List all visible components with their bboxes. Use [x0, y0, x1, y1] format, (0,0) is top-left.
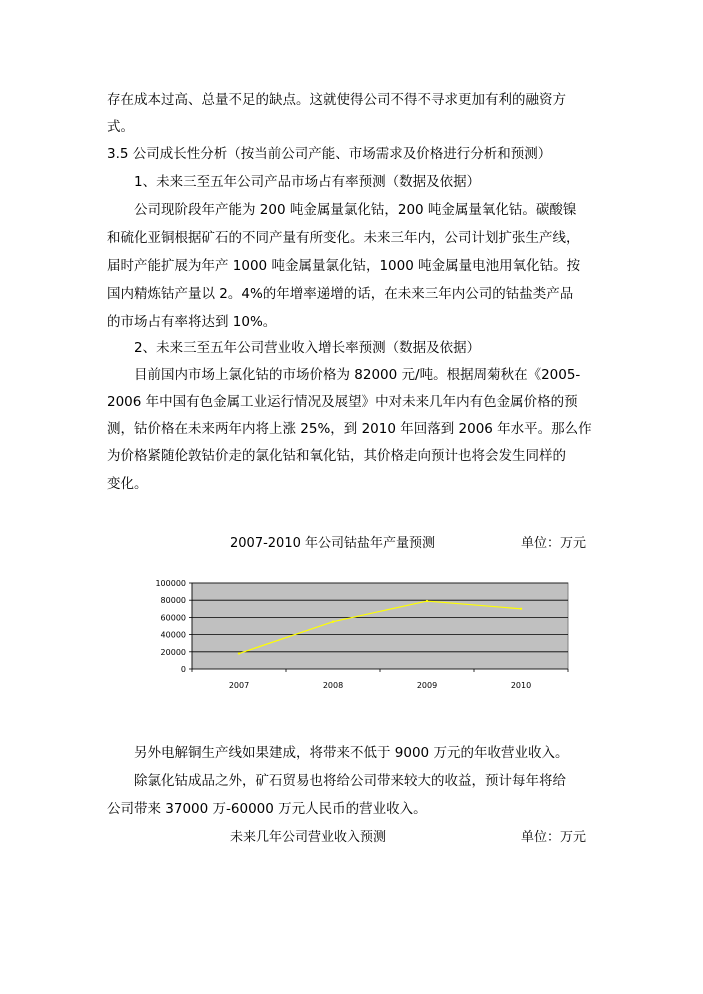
text-line: 变化。 [107, 476, 148, 492]
text-line: 除氯化钴成品之外，矿石贸易也将给公司带来较大的收益，预计每年将给 [134, 773, 566, 789]
text-line: 公司现阶段年产能为 200 吨金属量氯化钴，200 吨金属量氧化钴。碳酸镍 [134, 202, 577, 218]
chart-unit: 单位：万元 [521, 536, 587, 551]
plot-area [192, 583, 568, 669]
data-point [332, 621, 334, 623]
y-tick-label: 20000 [160, 647, 186, 657]
y-tick-label: 0 [180, 665, 186, 674]
text-line: 测，钴价格在未来两年内将上涨 25%，到 2010 年回落到 2006 年水平。那么作 [107, 421, 592, 437]
y-tick-label: 60000 [160, 613, 186, 623]
text-line: 和硫化亚铜根据矿石的不同产量有所变化。未来三年内，公司计划扩张生产线， [107, 230, 580, 246]
chart-title: 未来几年公司营业收入预测 [230, 830, 387, 845]
subsection-heading: 1、未来三至五年公司产品市场占有率预测（数据及依据） [134, 174, 481, 190]
chart-title: 2007-2010 年公司钴盐年产量预测 [230, 536, 435, 551]
y-tick-label: 40000 [160, 630, 186, 640]
y-tick-label: 100000 [155, 579, 186, 588]
text-line: 式。 [107, 119, 134, 135]
data-point [520, 608, 522, 610]
data-point [426, 600, 428, 602]
text-line: 另外电解铜生产线如果建成，将带来不低于 9000 万元的年收营业收入。 [134, 745, 569, 761]
y-tick-label: 80000 [160, 596, 186, 606]
text-line: 为价格紧随伦敦钴价走的氯化钴和氧化钴，其价格走向预计也将会发生同样的 [107, 448, 566, 464]
section-heading: 3.5 公司成长性分析（按当前公司产能、市场需求及价格进行分析和预测） [107, 146, 552, 162]
x-tick-label: 2008 [322, 681, 344, 690]
text-line: 目前国内市场上氯化钴的市场价格为 82000 元/吨。根据周菊秋在《2005- [134, 367, 581, 383]
text-line: 公司带来 37000 万-60000 万元人民币的营业收入。 [107, 801, 427, 817]
x-tick-label: 2010 [510, 681, 532, 690]
x-tick-label: 2009 [416, 681, 438, 690]
chart-unit: 单位：万元 [521, 830, 587, 845]
production-forecast-chart [140, 575, 585, 695]
x-tick-label: 2007 [228, 681, 250, 690]
data-point [238, 652, 240, 654]
text-line: 届时产能扩展为年产 1000 吨金属量氯化钴，1000 吨金属量电池用氧化钴。按 [107, 258, 581, 274]
text-line: 国内精炼钴产量以 2。4%的年增率递增的话，在未来三年内公司的钴盐类产品 [107, 286, 574, 302]
text-line: 的市场占有率将达到 10%。 [107, 314, 277, 330]
text-line: 2006 年中国有色金属工业运行情况及展望》中对未来几年内有色金属价格的预 [107, 394, 578, 410]
text-line: 存在成本过高、总量不足的缺点。这就使得公司不得不寻求更加有利的融资方 [107, 92, 566, 108]
subsection-heading: 2、未来三至五年公司营业收入增长率预测（数据及依据） [134, 340, 481, 356]
